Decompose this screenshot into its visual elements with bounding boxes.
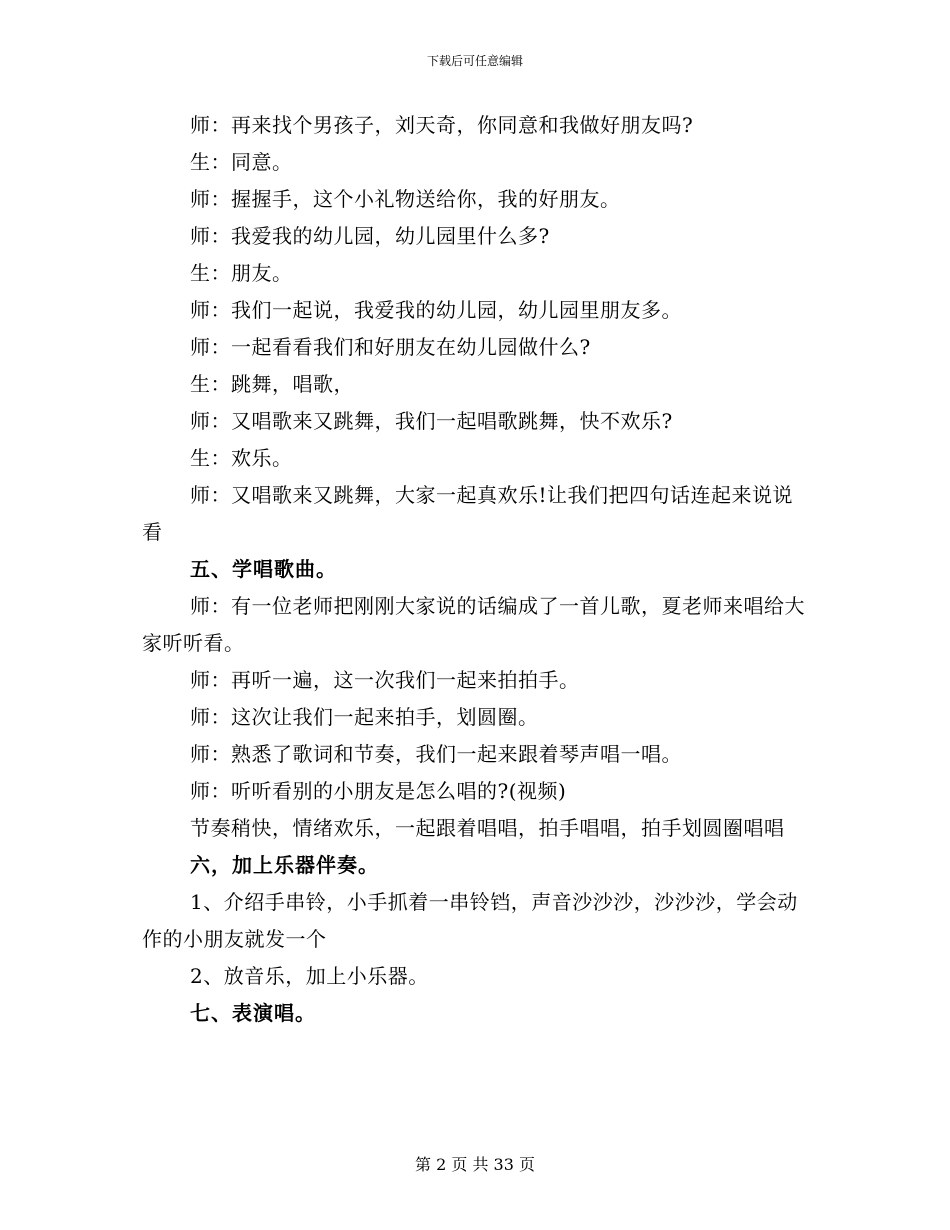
paragraph: 节奏稍快，情绪欢乐，一起跟着唱唱，拍手唱唱，拍手划圆圈唱唱: [190, 816, 785, 840]
document-body: [142, 107, 810, 1032]
paragraph: 师：又唱歌来又跳舞，我们一起唱歌跳舞，快不欢乐?: [190, 409, 673, 433]
paragraph: 师：又唱歌来又跳舞，大家一起真欢乐!让我们把四句话连起来说说看: [142, 483, 794, 544]
section-heading: 六，加上乐器伴奏。: [190, 853, 379, 877]
paragraph: 师：这次让我们一起来拍手，划圆圈。: [190, 705, 539, 729]
paragraph: 师：再听一遍，这一次我们一起来拍拍手。: [190, 668, 580, 692]
paragraph: 生：同意。: [190, 150, 293, 174]
page-number-footer: 第 2 页 共 33 页: [415, 1155, 535, 1174]
paragraph: 师：听听看别的小朋友是怎么唱的?(视频): [190, 779, 567, 803]
section-heading: 七、表演唱。: [190, 1001, 316, 1025]
section-heading: 五、学唱歌曲。: [190, 557, 337, 581]
paragraph: 师：我爱我的幼儿园，幼儿园里什么多?: [190, 224, 550, 248]
paragraph: 师：再来找个男孩子，刘天奇，你同意和我做好朋友吗?: [190, 113, 694, 137]
paragraph: 2、放音乐，加上小乐器。: [190, 964, 429, 988]
page-header: 下载后可任意编辑: [426, 54, 523, 68]
paragraph: 师：我们一起说，我爱我的幼儿园，幼儿园里朋友多。: [190, 298, 682, 322]
paragraph: 师：一起看看我们和好朋友在幼儿园做什么?: [190, 335, 591, 359]
paragraph: 生：欢乐。: [190, 446, 293, 470]
paragraph: 师：熟悉了歌词和节奏，我们一起来跟着琴声唱一唱。: [190, 742, 682, 766]
paragraph: 生：朋友。: [190, 261, 293, 285]
paragraph: 师：握握手，这个小礼物送给你，我的好朋友。: [190, 187, 621, 211]
paragraph: 生：跳舞，唱歌，: [190, 372, 354, 396]
paragraph: 1、介绍手串铃，小手抓着一串铃铛，声音沙沙沙，沙沙沙，学会动作的小朋友就发一个: [142, 890, 798, 951]
paragraph: 师：有一位老师把刚刚大家说的话编成了一首儿歌，夏老师来唱给大家听听看。: [142, 594, 805, 655]
